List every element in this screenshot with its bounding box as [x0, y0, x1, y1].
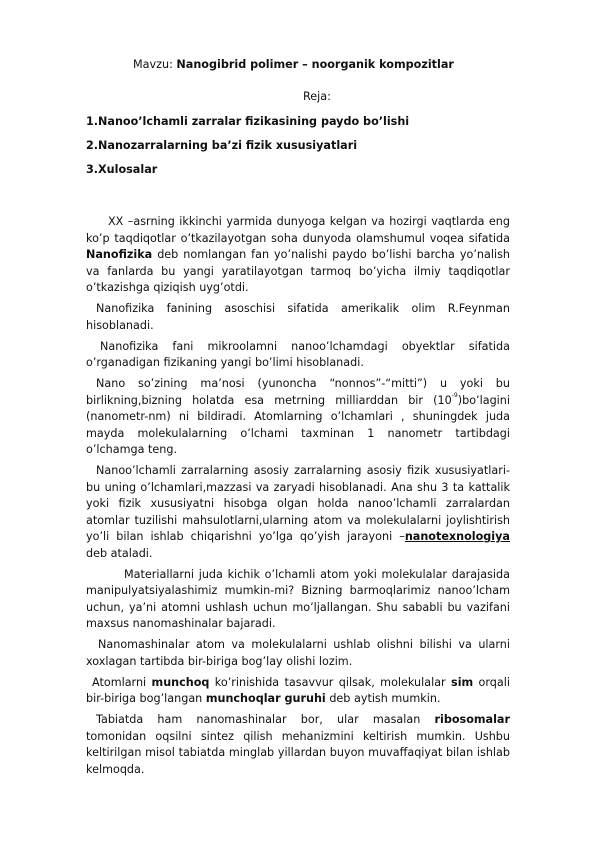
paragraph-8-bold-munchoq: munchoq: [151, 675, 210, 689]
plan-item-2: 2.Nanozarralarning ba’zi fizik xususiyatlari: [86, 139, 358, 152]
paragraph-8-text-a: Atomlarni: [92, 675, 152, 689]
paragraph-4: [86, 376, 510, 459]
paragraph-6: Materiallarni juda kichik o’lchamli atom yoki molekulalar darajasida manipulyatsiyalashimiz mumkin-mi? Bizning barmoqlarimiz nanoo’lcham uchun, ya’ni atomni ushlash uchun mo’ljallangan. Shu sababli bu vazifani maxsus nanomashinalar bajaradi.: [86, 567, 510, 630]
plan-heading: Reja:: [303, 90, 331, 103]
topic-title: Nanogibrid polimer – noorganik kompozitlar: [176, 58, 454, 71]
plan-item-1: 1.Nanoo’lchamli zarralar fizikasining paydo bo’lishi: [86, 115, 410, 128]
paragraph-8-text-e: orqali bir-biriga bog’langan: [86, 675, 510, 705]
plan-item-3: 3.Xulosalar: [86, 163, 158, 176]
paragraph-5: [86, 463, 510, 562]
paragraph-2: Nanofizika fanining asoschisi sifatida amerikalik olim R.Feynman hisoblanadi.: [86, 302, 510, 332]
paragraph-1-text-a: XX –asrning ikkinchi yarmida dunyoga kelgan va hozirgi vaqtlarda eng ko’p taqdiqotlar o’tkazilayotgan soha dunyoda olamshumul voqea sifatida: [86, 215, 510, 245]
paragraph-4-text-b: )bo’lagini (nanometr-nm) ni bildiradi. Atomlarning o’lchamlari , shuningdek juda mayda molekulalarning o’lchami taxminan 1 nanometr tartibdagi o’lchamga teng.: [86, 393, 510, 456]
document-body: [86, 214, 510, 783]
paragraph-9: [86, 712, 510, 778]
paragraph-9-text-c: tomonidan oqsilni sintez qilish mehanizmini keltirish mumkin. Ushbu keltirilgan misol tabiatda minglab yillardan buyon muvaffaqiyat bilan ishlab kelmoqda.: [86, 729, 510, 776]
paragraph-4-text-a: Nano so’zining ma’nosi (yunoncha “nonnos”-“mitti”) u yoki bu birlikning,bizning holatda esa metrning milliarddan bir (10: [86, 377, 510, 407]
nanotexnologiya-link[interactable]: nanotexnologiya: [404, 530, 510, 543]
paragraph-8-bold-guruhi: munchoqlar guruhi: [205, 692, 326, 705]
paragraph-8-text-c: ko’rinishida tasavvur qilsak, molekulalar: [209, 675, 452, 689]
paragraph-1: [86, 214, 510, 297]
paragraph-8-text-g: deb aytish mumkin.: [325, 692, 441, 705]
exponent: -9: [451, 391, 458, 399]
paragraph-8-bold-sim: sim: [451, 675, 474, 689]
topic-prefix: Mavzu:: [133, 58, 177, 71]
paragraph-1-bold: Nanofizika: [86, 248, 153, 261]
paragraph-1-text-c: deb nomlangan fan yo’nalishi paydo bo’lishi barcha yo’nalish va fanlarda bu yangi yaratilayotgan tarmoq bo’yicha ilmiy taqdiqotlar o’tkazishga qiziqish uyg’otdi.: [86, 248, 510, 294]
paragraph-8: [86, 675, 510, 708]
paragraph-5-text-c: deb ataladi.: [86, 546, 153, 560]
paragraph-9-text-a: Tabiatda ham nanomashinalar bor, ular masalan: [96, 713, 435, 726]
paragraph-9-bold: ribosomalar: [434, 713, 510, 726]
topic-line: [133, 58, 454, 71]
paragraph-5-text-a: Nanoo’lchamli zarralarning asosiy zarralarning asosiy fizik xususiyatlari-bu uning o’lchamlari,mazzasi va zaryadi hisoblanadi. Ana shu 3 ta kattalik yoki fizik xususiyatni hisobga olgan holda nanoo’lchamli zarralardan atomlar tuzilishi mahsulotlarni,ularning atom va molekulalarni joylishtirish yo’li bilan ishlab chiqarishni yo’lga qo’yish jarayoni –: [86, 464, 510, 543]
paragraph-3: Nanofizika fani mikroolamni nanoo’lchamdagi obyektlar sifatida o’rganadigan fizikaning yangi bo’limi hisoblanadi.: [86, 339, 510, 369]
paragraph-7: Nanomashinalar atom va molekulalarni ushlab olishni bilishi va ularni xoxlagan tartibda bir-biriga bog’lay olishi lozim.: [86, 638, 510, 668]
